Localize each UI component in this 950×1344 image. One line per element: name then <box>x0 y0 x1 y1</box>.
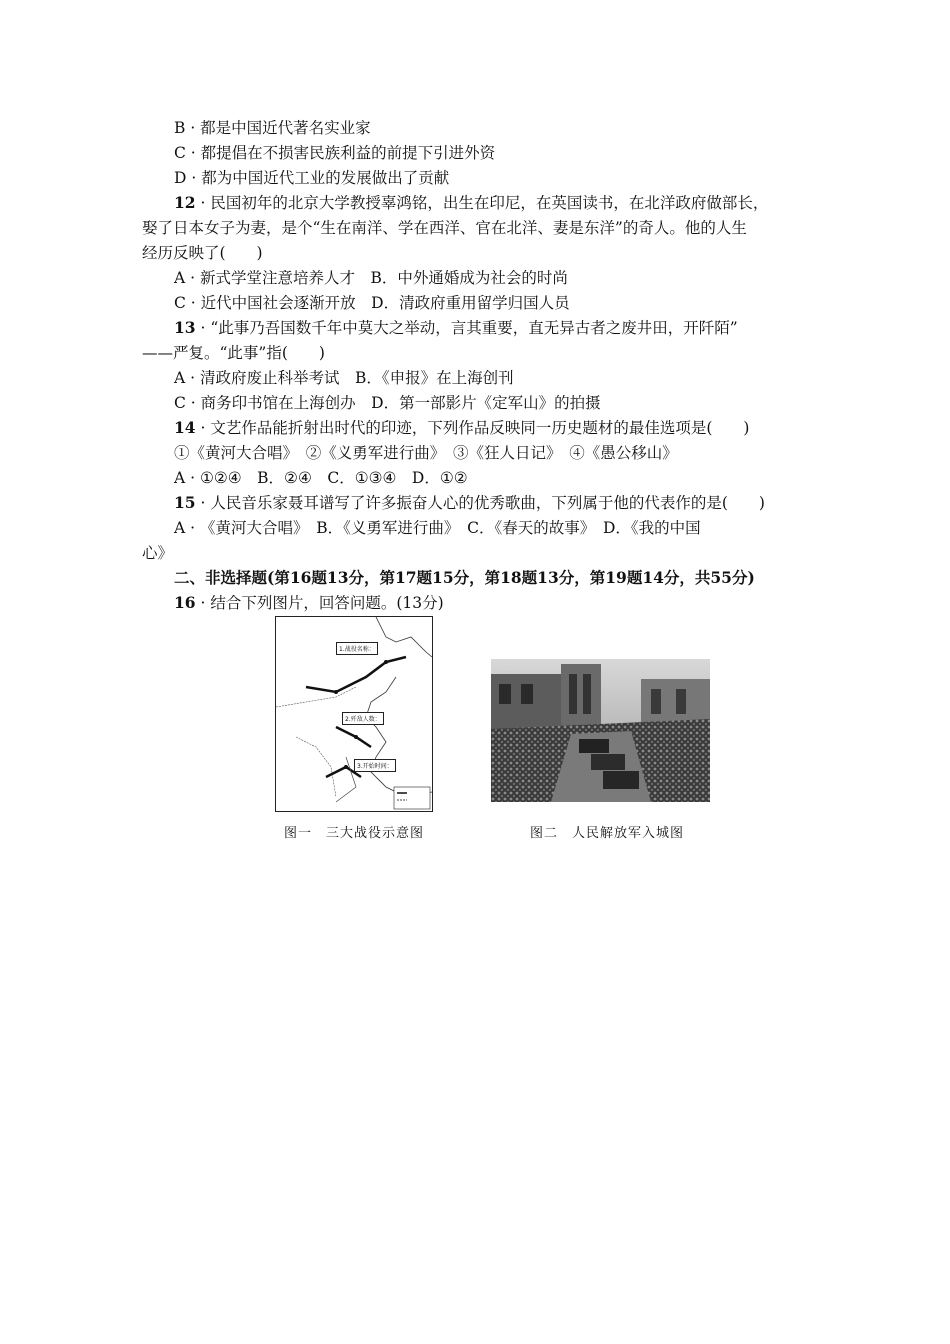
q12-stem-line2: 娶了日本女子为妻，是个“生在南洋、学在西洋、官在北洋、妻是东洋”的奇人。他的人生 <box>142 219 747 237</box>
map-box-enemy-count: 2.歼敌人数： <box>342 712 384 725</box>
q13-stem-text: · “此事乃吾国数千年中莫大之举动，言其重要，直无异古者之废井田，开阡陌” <box>195 319 738 337</box>
q14-number: 14 <box>174 418 196 437</box>
q12-stem-line1 <box>174 193 768 213</box>
q15-stem <box>174 493 765 513</box>
q13-options-cd: C · 商务印书馆在上海创办 D．第一部影片《定军山》的拍摄 <box>174 394 601 412</box>
figure2-caption: 图二 人民解放军入城图 <box>530 826 685 841</box>
q16-stem-text: · 结合下列图片，回答问题。(13分) <box>195 594 444 612</box>
three-campaigns-map <box>275 616 433 812</box>
q13-stem-line1 <box>174 318 738 338</box>
q14-options: A · ①②④ B．②④ C．①③④ D．①② <box>174 469 468 487</box>
q14-works: ①《黄河大合唱》 ②《义勇军进行曲》 ③《狂人日记》 ④《愚公移山》 <box>174 444 678 462</box>
q14-stem-text: · 文艺作品能折射出时代的印迹，下列作品反映同一历史题材的最佳选项是( ) <box>195 419 750 437</box>
q15-stem-text: · 人民音乐家聂耳谱写了许多振奋人心的优秀歌曲，下列属于他的代表作的是( ) <box>195 494 765 512</box>
q12-options-cd: C · 近代中国社会逐渐开放 D．清政府重用留学归国人员 <box>174 294 570 312</box>
q11-option-c: C · 都提倡在不损害民族利益的前提下引进外资 <box>174 144 496 162</box>
q13-stem-line2: ——严复。“此事”指( ) <box>142 344 325 362</box>
q12-stem-text: · 民国初年的北京大学教授辜鸿铭，出生在印尼，在英国读书，在北洋政府做部长， <box>195 194 769 212</box>
figure1-caption: 图一 三大战役示意图 <box>284 826 425 841</box>
pla-entering-city-photo <box>491 659 710 802</box>
photo-illustration <box>491 659 710 802</box>
q15-options: A · 《黄河大合唱》 B．《义勇军进行曲》 C．《春天的故事》 D．《我的中国 <box>174 519 701 537</box>
q13-options-ab: A · 清政府废止科举考试 B．《申报》在上海创刊 <box>174 369 514 387</box>
q15-options-cont: 心》 <box>142 544 174 562</box>
q15-number: 15 <box>174 493 196 512</box>
q13-number: 13 <box>174 318 196 337</box>
q16-number: 16 <box>174 593 196 612</box>
q16-stem <box>174 593 444 613</box>
q12-stem-line3: 经历反映了( ) <box>142 244 263 262</box>
map-box-start-time: 3.开始时间： <box>354 759 396 772</box>
section-heading: 二、非选择题(第16题13分，第17题15分，第18题13分，第19题14分，共55分) <box>174 568 755 587</box>
map-box-campaign-name: 1.战役名称： <box>336 642 378 655</box>
q12-number: 12 <box>174 193 196 212</box>
q12-options-ab: A · 新式学堂注意培养人才 B．中外通婚成为社会的时尚 <box>174 269 568 287</box>
q11-option-b: B · 都是中国近代著名实业家 <box>174 119 371 137</box>
q11-option-d: D · 都为中国近代工业的发展做出了贡献 <box>174 169 450 187</box>
q14-stem <box>174 418 749 438</box>
